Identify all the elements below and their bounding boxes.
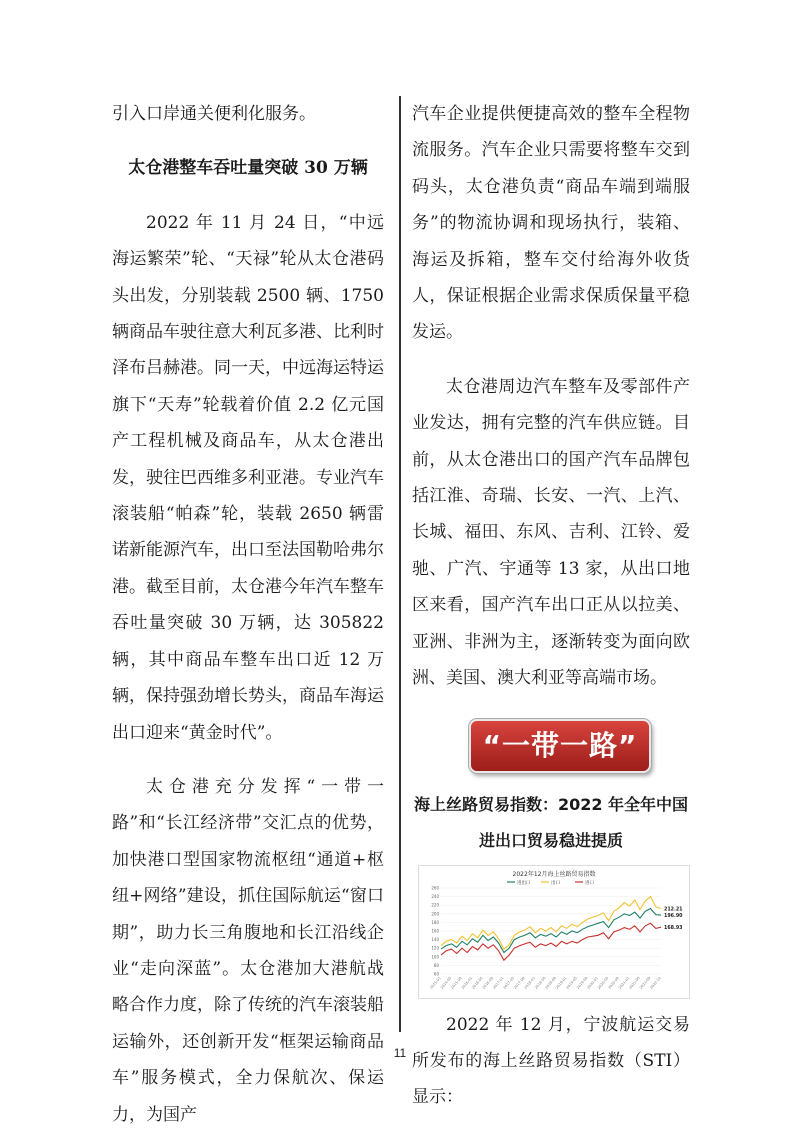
left-column (112, 96, 384, 1133)
x-tick-label: 2018-01 (523, 975, 537, 990)
y-tick-label: 140 (431, 936, 439, 942)
legend-label: 出口 (551, 880, 560, 886)
paragraph-3: 太仓港周边汽车整车及零部件产业发达，拥有完整的汽车供应链。目前，从太仓港出口的国产汽车品牌包括江淮、奇瑞、长安、一汽、上汽、长城、福田、东风、吉利、江铃、爱驰、广汽、宇通等 13 家，从出口地区来看，国产汽车出口正从以拉美、亚洲、非洲为主，逐渐转变为面向欧洲、美国、澳大利亚等高端市场。 (412, 376, 690, 689)
x-tick-label: 2019-01 (555, 975, 568, 990)
x-tick-label: 2015-01 (429, 975, 442, 990)
y-tick-label: 260 (431, 885, 439, 890)
section-title: 海上丝路贸易指数：2022 年全年中国进出口贸易稳进提质 (413, 794, 689, 850)
y-tick-label: 180 (431, 919, 439, 925)
paragraph-continued: 汽车企业提供便捷高效的整车全程物流服务。汽车企业只需要将整车交到码头，太仓港负责“商品车端到端服务”的物流协调和现场执行，装箱、海运及拆箱，整车交付给海外收货人，保证根据企业需求保质保量平稳发运。 (412, 104, 690, 343)
legend-label: 进出口 (517, 880, 531, 886)
page-number: 11 (393, 1046, 407, 1060)
x-tick-label: 2018-09 (544, 975, 558, 990)
x-tick-label: 2019-05 (565, 975, 578, 990)
x-tick-label: 2021-09 (638, 975, 652, 990)
end-value-label: 212.21 (664, 907, 683, 913)
x-tick-label: 2020-09 (607, 975, 620, 990)
end-value-label: 168.93 (664, 925, 683, 931)
x-tick-label: 2019-09 (575, 975, 589, 990)
x-tick-label: 2021-05 (628, 975, 641, 990)
y-tick-label: 80 (433, 962, 439, 968)
y-tick-label: 60 (433, 971, 439, 976)
y-tick-label: 160 (431, 928, 439, 933)
column-divider (399, 96, 401, 1032)
x-tick-label: 2015-05 (439, 975, 453, 990)
end-value-label: 196.90 (664, 913, 683, 919)
x-tick-label: 2017-09 (513, 975, 526, 990)
x-tick-label: 2021-01 (617, 975, 631, 990)
y-tick-label: 240 (431, 893, 439, 899)
x-tick-label: 2016-09 (481, 975, 495, 990)
x-tick-label: 2017-05 (502, 975, 516, 990)
series-line (441, 908, 661, 952)
paragraph-top: 引入口岸通关便利化服务。 (112, 104, 316, 124)
series-line (441, 896, 661, 949)
series-line (441, 923, 661, 960)
belt-road-banner: “一带一路” (469, 719, 651, 773)
right-column (412, 96, 690, 1116)
paragraph-2: 太仓港充分发挥“一带一路”和“长江经济带”交汇点的优势，加快港口型国家物流枢纽“通道+枢纽+网络”建设，抓住国际航运“窗口期”，助力长三角腹地和长江沿线企业“走向深蓝”。太仓港加大港航战略合作力度，除了传统的汽车滚装船运输外，还创新开发“框架运输商品车”服务模式，全力保航次、保运力，为国产 (112, 776, 384, 1125)
paragraph-1: 2022 年 11 月 24 日，“中远海运繁荣”轮、“天禄”轮从太仓港码头出发，分别装载 2500 辆、1750 辆商品车驶往意大利瓦多港、比利时泽布吕赫港。同一天，中远海运特运旗下“天寿”轮载着价值 2.2 亿元国产工程机械及商品车，从太仓港出发，驶往巴西维多利亚港。专业汽车滚装船“帕森”轮，装载 2650 辆雷诺新能源汽车，出口至法国勒哈弗尔港。截至目前，太仓港今年汽车整车吞吐量突破 30 万辆，达 305822 辆，其中商品车整车出口近 12 万辆，保持强劲增长势头，商品车海运出口迎来“黄金时代”。 (112, 212, 384, 743)
chart-title: 2022年12月海上丝路贸易指数 (512, 870, 596, 878)
x-tick-label: 2016-05 (471, 975, 484, 990)
x-tick-label: 2015-09 (450, 975, 463, 990)
legend-label: 进口 (585, 880, 594, 886)
x-tick-label: 2018-05 (534, 975, 547, 990)
x-tick-label: 2020-05 (596, 975, 610, 990)
paragraph-4: 2022 年 12 月，宁波航运交易所发布的海上丝路贸易指数（STI）显示： (412, 1014, 690, 1108)
sti-chart-svg (419, 866, 689, 998)
article-heading: 太仓港整车吞吐量突破 30 万辆 (128, 158, 368, 179)
y-tick-label: 120 (431, 945, 439, 951)
y-tick-label: 200 (431, 910, 439, 916)
x-tick-label: 2016-01 (460, 975, 474, 990)
x-tick-label: 2022-12 (649, 975, 662, 990)
sti-chart (418, 865, 690, 999)
x-tick-label: 2017-01 (492, 975, 505, 990)
y-tick-label: 100 (431, 953, 439, 959)
y-tick-label: 220 (431, 902, 439, 908)
x-tick-label: 2020-01 (586, 975, 599, 990)
